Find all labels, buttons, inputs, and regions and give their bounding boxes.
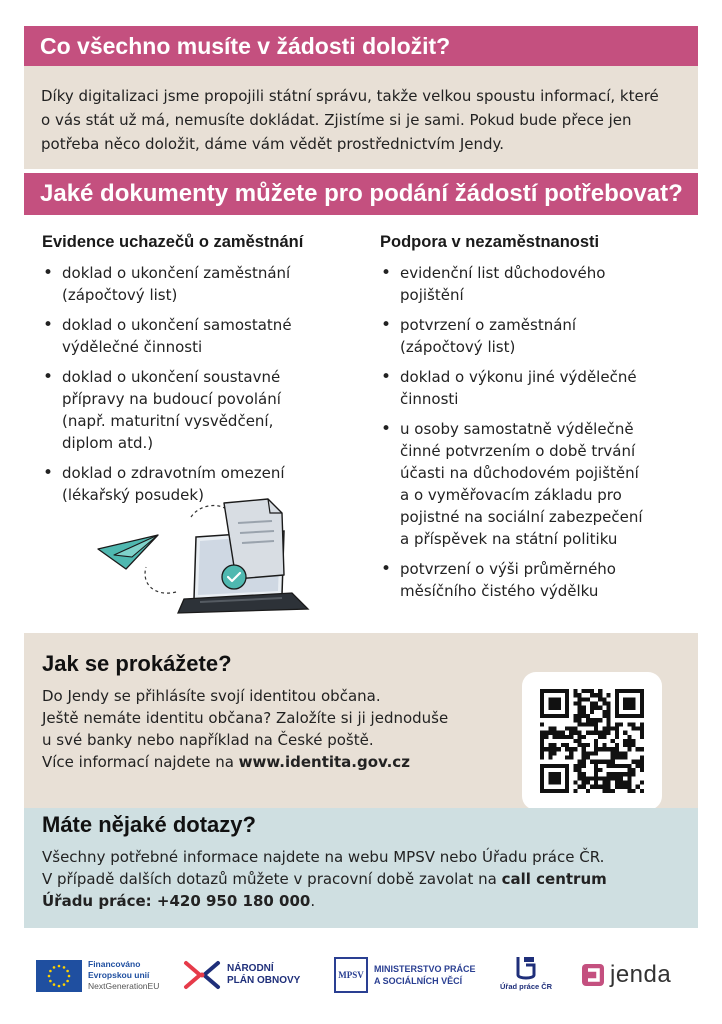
jenda-mark-icon (580, 962, 606, 988)
paper-plane-icon (98, 535, 158, 569)
qr-code-card (522, 672, 662, 810)
list-item-line: (např. maturitní vysvědčení, (62, 412, 274, 430)
mpsv-text: A SOCIÁLNÍCH VĚCÍ (374, 976, 463, 986)
eu-text: Evropskou unií (88, 970, 150, 980)
qr-code[interactable] (540, 689, 644, 793)
dashed-path (145, 567, 176, 593)
list-item-line: • potvrzení o výši průměrného (400, 560, 616, 578)
list-item-line: • doklad o ukončení soustavné (62, 368, 281, 386)
questions-box (24, 808, 698, 928)
questions-line (42, 868, 698, 890)
list-item-line: • evidenční list důchodového (400, 264, 606, 282)
eu-flag-icon (36, 960, 82, 992)
column-title: Evidence uchazečů o zaměstnání (42, 233, 304, 251)
eu-logo (36, 959, 159, 992)
list-item-line: (lékařský posudek) (62, 486, 204, 504)
laptop-illustration (96, 497, 322, 615)
up-mark-icon (514, 955, 538, 981)
list-item-line: činnosti (400, 390, 459, 408)
intro-line: potřeba něco doložit, dáme vám vědět prostřednictvím Jendy. (41, 135, 505, 153)
column-job-seekers (42, 233, 342, 514)
list-item-line: pojištění (400, 286, 464, 304)
identity-title: Jak se prokážete? (42, 651, 232, 676)
list-item-line: • doklad o zdravotním omezení (62, 464, 285, 482)
intro-box (24, 66, 698, 169)
identity-line: Do Jendy se přihlásíte svojí identitou občana. (42, 687, 381, 705)
list-item-line: • u osoby samostatně výdělečně (400, 420, 634, 438)
mpsv-text: MINISTERSTVO PRÁCE (374, 964, 476, 974)
npo-text: PLÁN OBNOVY (227, 975, 301, 986)
list-item-line: • doklad o ukončení zaměstnání (62, 264, 291, 282)
list-item-line: • doklad o výkonu jiné výdělečné (400, 368, 637, 386)
identita-link[interactable]: www.identita.gov.cz (238, 753, 410, 771)
questions-title: Máte nějaké dotazy? (42, 812, 256, 837)
document-list (42, 262, 342, 506)
up-logo (500, 955, 552, 992)
identity-line: Ještě nemáte identitu občana? Založíte si ji jednoduše (42, 709, 449, 727)
list-item (380, 366, 690, 410)
list-item-line: měsíčního čistého výdělku (400, 582, 599, 600)
list-item (380, 314, 690, 358)
npo-text: NÁRODNÍ (227, 963, 274, 974)
section-title-which-documents: Jaké dokumenty můžete pro podání žádostí potřebovat? (24, 173, 698, 215)
list-item-line: přípravy na budoucí povolání (62, 390, 281, 408)
list-item (42, 314, 342, 358)
column-title: Podpora v nezaměstnanosti (380, 233, 600, 251)
footer-logos (0, 945, 722, 1005)
list-item (42, 366, 342, 454)
call-centre-label: call centrum (501, 870, 607, 888)
intro-line: Díky digitalizaci jsme propojili státní správu, takže velkou spoustu informací, které (41, 87, 659, 105)
list-item-line: pojistné na sociální zabezpečení (400, 508, 643, 526)
mpsv-logo (334, 957, 476, 993)
phone-number[interactable]: Úřadu práce: +420 950 180 000 (42, 892, 311, 910)
mpsv-mark: MPSV (334, 957, 368, 993)
list-item-line: a příspěvek na státní politiku (400, 530, 618, 548)
list-item (380, 558, 690, 602)
questions-line: Všechny potřebné informace najdete na webu MPSV nebo Úřadu práce ČR. (42, 848, 605, 866)
identity-line: u své banky nebo například na České poště. (42, 731, 374, 749)
list-item-line: (zápočtový list) (62, 286, 178, 304)
list-item-line: účasti na důchodovém pojištění (400, 464, 639, 482)
list-item-line: diplom atd.) (62, 434, 154, 452)
list-item-line: (zápočtový list) (400, 338, 516, 356)
questions-line (42, 890, 698, 912)
list-item (380, 262, 690, 306)
list-item-line: • potvrzení o zaměstnání (400, 316, 577, 334)
npo-mark-icon (182, 959, 222, 991)
eu-text: Financováno (88, 959, 141, 969)
questions-text: . (310, 892, 316, 910)
questions-text: V případě dalších dotazů můžete v pracovní době zavolat na (42, 870, 502, 888)
up-text: Úřad práce ČR (500, 982, 553, 991)
jenda-text: jenda (610, 961, 672, 988)
identity-link-prefix: Více informací najdete na (42, 753, 239, 771)
list-item-line: činné potvrzením o době trvání (400, 442, 636, 460)
eu-text: NextGenerationEU (88, 981, 160, 991)
npo-logo (182, 959, 300, 991)
section-title-documents: Co všechno musíte v žádosti doložit? (24, 26, 698, 66)
list-item (42, 262, 342, 306)
check-icon (222, 565, 246, 589)
jenda-logo (580, 961, 671, 989)
list-item-line: výdělečné činnosti (62, 338, 203, 356)
intro-line: o vás stát už má, nemusíte dokládat. Zjistíme si je sami. Pokud bude přece jen (41, 111, 632, 129)
list-item (380, 418, 690, 550)
list-item-line: a o vyměřovacím základu pro (400, 486, 622, 504)
list-item-line: • doklad o ukončení samostatné (62, 316, 292, 334)
document-list (380, 262, 690, 602)
column-unemployment-support (380, 233, 690, 610)
